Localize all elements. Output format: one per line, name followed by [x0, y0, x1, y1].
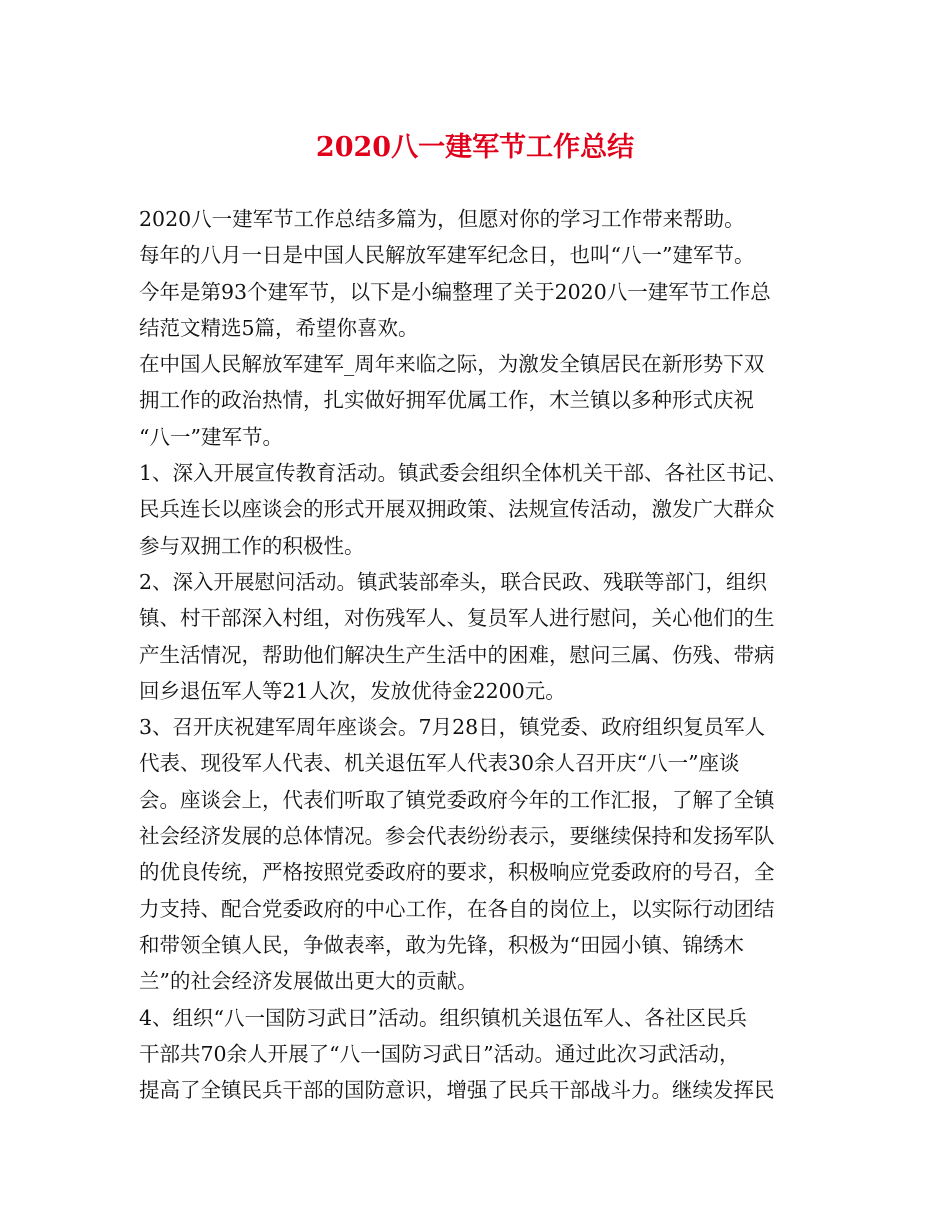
body-line: 1、深入开展宣传教育活动。镇武委会组织全体机关干部、各社区书记、	[139, 461, 788, 486]
body-line: 4、组织“八一国防习武日”活动。组织镇机关退伍军人、各社区民兵	[139, 1005, 748, 1030]
body-line: 镇、村干部深入村组，对伤残军人、复员军人进行慰问，关心他们的生	[139, 606, 775, 631]
body-line: 今年是第93个建军节，以下是小编整理了关于2020八一建军节工作总	[139, 279, 771, 304]
body-line: 产生活情况，帮助他们解决生产生活中的困难，慰问三属、伤残、带病	[139, 642, 775, 667]
body-line: 提高了全镇民兵干部的国防意识，增强了民兵干部战斗力。继续发挥民	[139, 1078, 775, 1103]
body-line: 的优良传统，严格按照党委政府的要求，积极响应党委政府的号召，全	[139, 860, 775, 885]
body-line: 2020八一建军节工作总结多篇为，但愿对你的学习工作带来帮助。	[139, 207, 745, 231]
body-line: 力支持、配合党委政府的中心工作，在各自的岗位上，以实际行动团结	[139, 896, 775, 921]
body-line: 2、深入开展慰问活动。镇武装部牵头，联合民政、残联等部门，组织	[139, 569, 768, 594]
body-line: 参与双拥工作的积极性。	[139, 533, 365, 558]
body-line: 社会经济发展的总体情况。参会代表纷纷表示，要继续保持和发扬军队	[139, 824, 775, 849]
body-line: “八一”建军节。	[139, 424, 283, 449]
body-line: 3、召开庆祝建军周年座谈会。7月28日，镇党委、政府组织复员军人	[139, 715, 766, 740]
body-line: 兰”的社会经济发展做出更大的贡献。	[139, 969, 478, 994]
body-line: 拥工作的政治热情，扎实做好拥军优属工作，木兰镇以多种形式庆祝	[139, 388, 754, 413]
body-line: 会。座谈会上，代表们听取了镇党委政府今年的工作汇报，了解了全镇	[139, 787, 775, 812]
body-line: 代表、现役军人代表、机关退伍军人代表30余人召开庆“八一”座谈	[139, 751, 740, 776]
body-line: 和带领全镇人民，争做表率，敢为先锋，积极为“田园小镇、锦绣木	[139, 932, 744, 957]
body-line: 在中国人民解放军建军_周年来临之际，为激发全镇居民在新形势下双	[139, 352, 765, 377]
body-line: 每年的八月一日是中国人民解放军建军纪念日，也叫“八一”建军节。	[139, 243, 755, 268]
body-line: 结范文精选5篇，希望你喜欢。	[139, 315, 419, 340]
body-line: 民兵连长以座谈会的形式开展双拥政策、法规宣传活动，激发广大群众	[139, 497, 775, 522]
body-line: 干部共70余人开展了“八一国防习武日”活动。通过此次习武活动，	[139, 1041, 740, 1066]
document-title: 2020八一建军节工作总结	[315, 132, 635, 163]
body-line: 回乡退伍军人等21人次，发放优待金2200元。	[139, 678, 566, 703]
document-body	[139, 201, 829, 1108]
